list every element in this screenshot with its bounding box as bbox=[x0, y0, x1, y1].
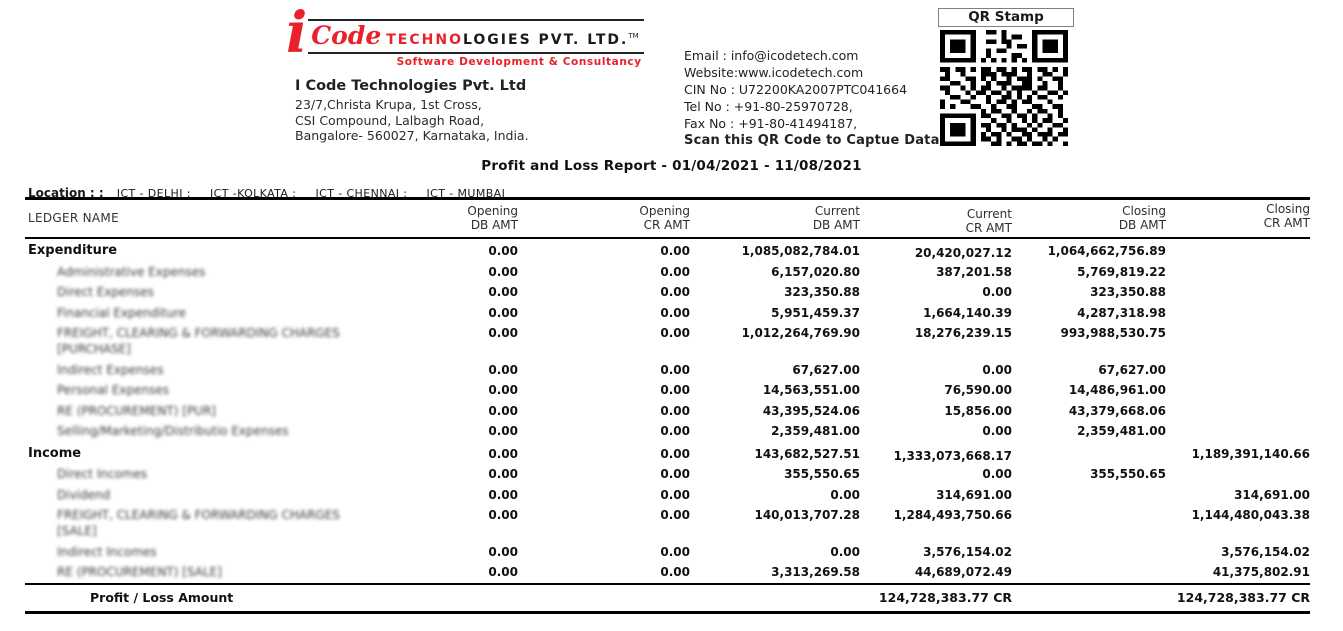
cell-current-cr: 0.00 bbox=[982, 285, 1012, 299]
logo-wordmark bbox=[308, 10, 643, 68]
cell-opening-cr: 0.00 bbox=[660, 383, 690, 397]
cell-closing-cr: 3,576,154.02 bbox=[1221, 544, 1310, 559]
cell-closing-cr: 41,375,802.91 bbox=[1212, 565, 1310, 579]
cell-current-cr: 0.00 bbox=[982, 424, 1012, 438]
ledger-name: Direct Incomes bbox=[57, 467, 148, 481]
table-row bbox=[25, 421, 1310, 442]
cell-closing-cr bbox=[1166, 303, 1310, 324]
location-item-chennai: ICT - CHENNAI : bbox=[315, 187, 408, 200]
cell-opening-db: 0.00 bbox=[488, 446, 518, 461]
qr-stamp-label: QR Stamp bbox=[938, 8, 1074, 27]
ledger-name: RE (PROCUREMENT) [SALE] bbox=[57, 565, 222, 579]
ledger-name: Selling/Marketing/Distributio Expenses bbox=[57, 424, 289, 438]
ledger-name: Direct Expenses bbox=[57, 285, 154, 299]
cell-closing-db bbox=[1012, 485, 1166, 506]
cell-opening-db: 0.00 bbox=[488, 565, 518, 579]
logo-tagline: Software Development & Consultancy bbox=[396, 56, 642, 68]
table-body bbox=[25, 238, 1310, 584]
table-row bbox=[25, 442, 1310, 465]
ledger-name: Income bbox=[28, 445, 82, 461]
cell-current-cr: 15,856.00 bbox=[944, 403, 1012, 418]
contact-block bbox=[684, 47, 964, 148]
table-row bbox=[25, 282, 1310, 303]
ledger-name: Indirect Incomes bbox=[57, 544, 157, 559]
cell-current-cr: 3,576,154.02 bbox=[923, 544, 1012, 559]
location-label: Location : : bbox=[28, 186, 104, 200]
cell-current-cr: 387,201.58 bbox=[936, 264, 1012, 279]
location-item-delhi: ICT - DELHI : bbox=[116, 187, 191, 200]
cell-opening-cr: 0.00 bbox=[660, 264, 690, 279]
table-row bbox=[25, 238, 1310, 262]
cell-opening-cr: 0.00 bbox=[660, 362, 690, 377]
cell-closing-cr bbox=[1166, 380, 1310, 401]
column-header-closing-cr: Closing CR AMT bbox=[1263, 202, 1310, 230]
cell-current-db: 1,012,264,769.90 bbox=[741, 326, 860, 340]
ledger-name-header: LEDGER NAME bbox=[28, 211, 119, 225]
column-header-current-db: Current DB AMT bbox=[812, 204, 860, 232]
cell-current-db: 355,550.65 bbox=[784, 467, 860, 481]
cell-opening-cr: 0.00 bbox=[660, 305, 690, 320]
location-item-mumbai: ICT - MUMBAI bbox=[426, 187, 506, 200]
contact-tel: Tel No : +91-80-25970728, bbox=[684, 99, 853, 114]
company-name: I Code Technologies Pvt. Ltd bbox=[295, 78, 527, 94]
cell-current-db: 6,157,020.80 bbox=[771, 264, 860, 279]
cell-current-cr: 314,691.00 bbox=[936, 487, 1012, 502]
column-header-current-cr: Current CR AMT bbox=[965, 207, 1012, 235]
cell-closing-db: 4,287,318.98 bbox=[1077, 305, 1166, 320]
table-row bbox=[25, 323, 1310, 360]
ledger-table bbox=[25, 197, 1310, 614]
cell-current-db: 140,013,707.28 bbox=[754, 508, 860, 522]
scan-qr-instruction: Scan this QR Code to Captue Data bbox=[684, 133, 964, 148]
logo-techno-text: TECHNO bbox=[386, 32, 463, 48]
column-header-closing-db: Closing DB AMT bbox=[1118, 204, 1166, 232]
profit-loss-current-cr: 124,728,383.77 CR bbox=[878, 589, 1012, 605]
cell-closing-db: 14,486,961.00 bbox=[1068, 383, 1166, 397]
cell-closing-cr bbox=[1166, 282, 1310, 303]
cell-closing-db bbox=[1012, 542, 1166, 563]
cell-closing-db: 5,769,819.22 bbox=[1077, 264, 1166, 279]
cell-opening-cr: 0.00 bbox=[660, 244, 690, 258]
cell-current-cr: 1,333,073,668.17 bbox=[893, 448, 1012, 463]
cell-closing-db bbox=[1012, 505, 1166, 542]
cell-opening-db: 0.00 bbox=[488, 264, 518, 279]
contact-email: Email : info@icodetech.com bbox=[684, 48, 859, 63]
cell-closing-db: 2,359,481.00 bbox=[1077, 424, 1166, 438]
contact-fax: Fax No : +91-80-41494187, bbox=[684, 116, 858, 131]
table-row bbox=[25, 380, 1310, 401]
cell-current-db: 323,350.88 bbox=[784, 285, 860, 299]
cell-current-cr: 0.00 bbox=[982, 362, 1012, 377]
qr-code bbox=[940, 30, 1068, 146]
cell-current-db: 43,395,524.06 bbox=[762, 403, 860, 418]
report-title: Profit and Loss Report - 01/04/2021 - 11/08/2021 bbox=[481, 158, 862, 174]
address-line: CSI Compound, Lalbagh Road, bbox=[295, 112, 485, 128]
column-header-opening-cr: Opening CR AMT bbox=[639, 204, 690, 232]
table-row bbox=[25, 262, 1310, 283]
cell-opening-db: 0.00 bbox=[488, 508, 518, 522]
cell-closing-cr bbox=[1166, 238, 1310, 262]
ledger-name: Administrative Expenses bbox=[57, 264, 206, 279]
cell-current-db: 143,682,527.51 bbox=[754, 446, 860, 461]
cell-opening-db: 0.00 bbox=[488, 362, 518, 377]
cell-opening-db: 0.00 bbox=[488, 383, 518, 397]
cell-current-cr: 1,664,140.39 bbox=[923, 305, 1012, 320]
footer-opening-db bbox=[393, 584, 518, 613]
contact-website: Website:www.icodetech.com bbox=[684, 65, 864, 80]
cell-current-cr: 1,284,493,750.66 bbox=[893, 508, 1012, 522]
profit-loss-closing-cr: 124,728,383.77 CR bbox=[1176, 589, 1310, 605]
cell-opening-cr: 0.00 bbox=[660, 285, 690, 299]
cell-closing-cr bbox=[1166, 421, 1310, 442]
cell-closing-db bbox=[1012, 442, 1166, 465]
cell-current-db: 67,627.00 bbox=[792, 362, 860, 377]
cell-closing-cr: 314,691.00 bbox=[1234, 487, 1310, 502]
cell-current-db: 1,085,082,784.01 bbox=[741, 244, 860, 258]
table-row bbox=[25, 562, 1310, 584]
logo-i-glyph: i bbox=[286, 0, 308, 66]
ledger-name: Personal Expenses bbox=[57, 383, 170, 397]
table-row bbox=[25, 505, 1310, 542]
cell-opening-db: 0.00 bbox=[488, 467, 518, 481]
table-row bbox=[25, 303, 1310, 324]
cell-opening-db: 0.00 bbox=[488, 244, 518, 258]
footer-current-db bbox=[690, 584, 860, 613]
cell-opening-cr: 0.00 bbox=[660, 403, 690, 418]
cell-opening-db: 0.00 bbox=[488, 487, 518, 502]
cell-opening-db: 0.00 bbox=[488, 326, 518, 340]
cell-closing-cr: 1,144,480,043.38 bbox=[1191, 508, 1310, 522]
cell-opening-cr: 0.00 bbox=[660, 508, 690, 522]
cell-opening-cr: 0.00 bbox=[660, 326, 690, 340]
ledger-name: Dividend bbox=[57, 487, 111, 502]
company-block bbox=[295, 78, 529, 144]
cell-closing-cr: 1,189,391,140.66 bbox=[1191, 446, 1310, 461]
cell-opening-cr: 0.00 bbox=[660, 544, 690, 559]
ledger-name: FREIGHT, CLEARING & FORWARDING CHARGES [SALE] bbox=[57, 508, 340, 538]
address-line: Bangalore- 560027, Karnataka, India. bbox=[295, 128, 529, 143]
cell-opening-db: 0.00 bbox=[488, 403, 518, 418]
cell-opening-db: 0.00 bbox=[488, 285, 518, 299]
cell-closing-db: 67,627.00 bbox=[1098, 362, 1166, 377]
footer-opening-cr bbox=[518, 584, 690, 613]
cell-current-cr: 0.00 bbox=[982, 467, 1012, 481]
column-header-opening-db: Opening DB AMT bbox=[467, 204, 518, 232]
cell-closing-db bbox=[1012, 562, 1166, 584]
table-row bbox=[25, 464, 1310, 485]
table-row bbox=[25, 360, 1310, 381]
ledger-name: Indirect Expenses bbox=[57, 362, 164, 377]
cell-current-db: 14,563,551.00 bbox=[762, 383, 860, 397]
cell-opening-db: 0.00 bbox=[488, 424, 518, 438]
cell-closing-cr bbox=[1166, 262, 1310, 283]
table-header bbox=[25, 199, 1310, 239]
cell-closing-cr bbox=[1166, 323, 1310, 360]
ledger-name: Financial Expenditure bbox=[57, 305, 186, 320]
cell-current-db: 5,951,459.37 bbox=[771, 305, 860, 320]
cell-closing-cr bbox=[1166, 401, 1310, 422]
cell-closing-db: 43,379,668.06 bbox=[1068, 403, 1166, 418]
table-row bbox=[25, 542, 1310, 563]
cell-closing-cr bbox=[1166, 360, 1310, 381]
ledger-name: FREIGHT, CLEARING & FORWARDING CHARGES [PURCHASE] bbox=[57, 326, 340, 356]
footer-closing-db bbox=[1012, 584, 1166, 613]
table-row bbox=[25, 401, 1310, 422]
cell-current-cr: 76,590.00 bbox=[944, 383, 1012, 397]
cell-closing-db: 993,988,530.75 bbox=[1060, 326, 1166, 340]
logo bbox=[286, 0, 644, 68]
logo-code-text: Code bbox=[311, 21, 382, 50]
cell-closing-db: 323,350.88 bbox=[1090, 285, 1166, 299]
table-footer bbox=[25, 584, 1310, 613]
cell-closing-db: 1,064,662,756.89 bbox=[1047, 244, 1166, 258]
cell-opening-db: 0.00 bbox=[488, 544, 518, 559]
ledger-name: RE (PROCUREMENT) [PUR] bbox=[57, 403, 216, 418]
cell-opening-db: 0.00 bbox=[488, 305, 518, 320]
cell-current-db: 0.00 bbox=[830, 487, 860, 502]
contact-cin: CIN No : U72200KA2007PTC041664 bbox=[684, 82, 908, 97]
qr-stamp bbox=[938, 8, 1074, 146]
cell-current-cr: 20,420,027.12 bbox=[914, 246, 1012, 260]
table-row bbox=[25, 485, 1310, 506]
cell-current-db: 0.00 bbox=[830, 544, 860, 559]
profit-loss-row bbox=[25, 584, 1310, 613]
ledger-name: Expenditure bbox=[28, 243, 118, 258]
cell-opening-cr: 0.00 bbox=[660, 446, 690, 461]
profit-loss-label: Profit / Loss Amount bbox=[90, 589, 234, 605]
location-item-kolkata: ICT -KOLKATA : bbox=[209, 187, 297, 200]
cell-opening-cr: 0.00 bbox=[660, 467, 690, 481]
cell-current-db: 2,359,481.00 bbox=[771, 424, 860, 438]
cell-current-cr: 44,689,072.49 bbox=[914, 565, 1012, 579]
address-line: 23/7,Christa Krupa, 1st Cross, bbox=[295, 97, 482, 112]
cell-opening-cr: 0.00 bbox=[660, 424, 690, 438]
logo-trademark: TM bbox=[628, 32, 639, 40]
cell-opening-cr: 0.00 bbox=[660, 565, 690, 579]
cell-current-cr: 18,276,239.15 bbox=[914, 326, 1012, 340]
cell-opening-cr: 0.00 bbox=[660, 487, 690, 502]
logo-logies-text: LOGIES PVT. LTD. bbox=[462, 32, 629, 48]
cell-closing-db: 355,550.65 bbox=[1090, 467, 1166, 481]
cell-closing-cr bbox=[1166, 464, 1310, 485]
cell-current-db: 3,313,269.58 bbox=[771, 565, 860, 579]
